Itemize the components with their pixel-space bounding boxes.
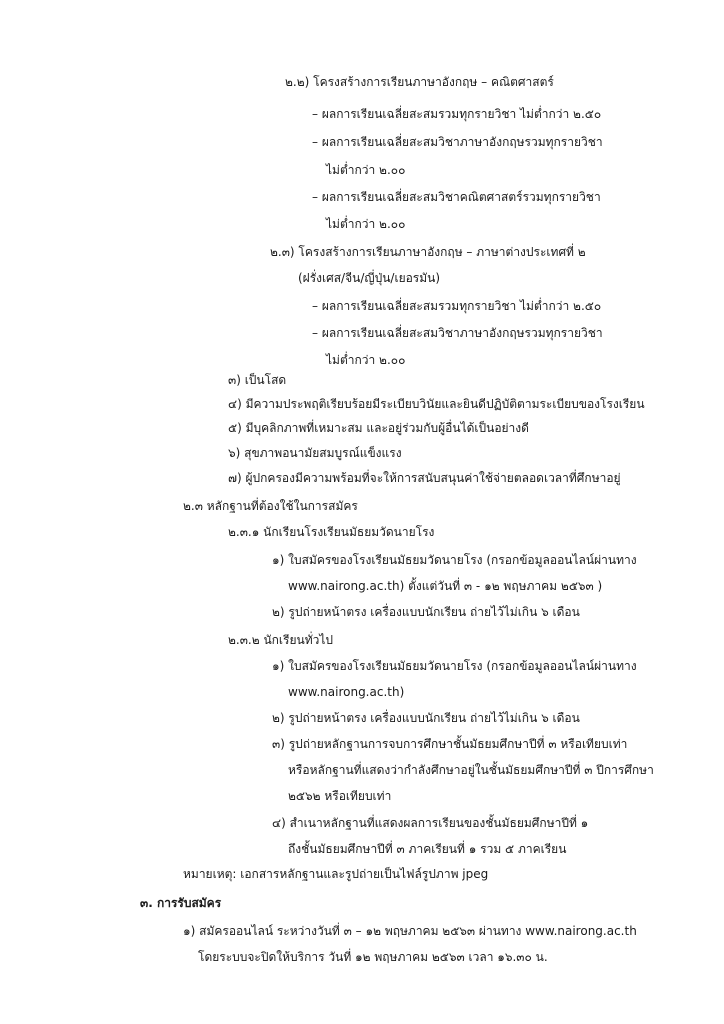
text-line-b1a: ๑) ใบสมัครของโรงเรียนมัธยมวัดนายโรง (กรอกข้อมูลออนไลน์ผ่านทาง bbox=[272, 659, 637, 673]
text-line-a1a: ๑) ใบสมัครของโรงเรียนมัธยมวัดนายโรง (กรอกข้อมูลออนไลน์ผ่านทาง bbox=[272, 553, 637, 567]
text-line-s22-c3b: ไม่ต่ำกว่า ๒.๐๐ bbox=[326, 217, 406, 231]
text-line-a2: ๒) รูปถ่ายหน้าตรง เครื่องแบบนักเรียน ถ่ายไว้ไม่เกิน ๖ เดือน bbox=[272, 605, 580, 619]
text-line-a1b: www.nairong.ac.th) ตั้งแต่วันที่ ๓ - ๑๒ พฤษภาคม ๒๕๖๓ ) bbox=[288, 579, 603, 593]
text-line-r1b: โดยระบบจะปิดให้บริการ วันที่ ๑๒ พฤษภาคม ๒๕๖๓ เวลา ๑๖.๓๐ น. bbox=[198, 950, 548, 964]
text-line-q5: ๕) มีบุคลิกภาพที่เหมาะสม และอยู่ร่วมกับผู้อื่นได้เป็นอย่างดี bbox=[228, 421, 529, 435]
text-line-s23-title: ๒.๓) โครงสร้างการเรียนภาษาอังกฤษ – ภาษาต่างประเทศที่ ๒ bbox=[270, 245, 586, 259]
text-line-h232: ๒.๓.๒ นักเรียนทั่วไป bbox=[228, 633, 334, 647]
text-line-s23-c2b: ไม่ต่ำกว่า ๒.๐๐ bbox=[326, 353, 406, 367]
text-line-b4b: ถึงชั้นมัธยมศึกษาปีที่ ๓ ภาคเรียนที่ ๑ รวม ๕ ภาคเรียน bbox=[288, 842, 567, 856]
text-line-s22-c2a: – ผลการเรียนเฉลี่ยสะสมวิชาภาษาอังกฤษรวมทุกรายวิชา bbox=[312, 135, 603, 149]
text-line-h23: ๒.๓ หลักฐานที่ต้องใช้ในการสมัคร bbox=[183, 499, 358, 513]
text-line-b2: ๒) รูปถ่ายหน้าตรง เครื่องแบบนักเรียน ถ่ายไว้ไม่เกิน ๖ เดือน bbox=[272, 711, 580, 725]
text-line-b1b: www.nairong.ac.th) bbox=[288, 685, 405, 699]
text-line-r1a: ๑) สมัครออนไลน์ ระหว่างวันที่ ๓ – ๑๒ พฤษภาคม ๒๕๖๓ ผ่านทาง www.nairong.ac.th bbox=[183, 924, 637, 938]
text-line-s23-sub: (ฝรั่งเศส/จีน/ญี่ปุ่น/เยอรมัน) bbox=[298, 271, 441, 285]
text-line-q6: ๖) สุขภาพอนามัยสมบูรณ์แข็งแรง bbox=[228, 446, 402, 460]
text-line-h231: ๒.๓.๑ นักเรียนโรงเรียนมัธยมวัดนายโรง bbox=[228, 525, 435, 539]
text-line-s22-c3a: – ผลการเรียนเฉลี่ยสะสมวิชาคณิตศาสตร์รวมทุกรายวิชา bbox=[312, 190, 601, 204]
text-line-s22-c2b: ไม่ต่ำกว่า ๒.๐๐ bbox=[326, 163, 406, 177]
text-line-s22-c1: – ผลการเรียนเฉลี่ยสะสมรวมทุกรายวิชา ไม่ต่ำกว่า ๒.๕๐ bbox=[312, 107, 602, 121]
text-line-b3a: ๓) รูปถ่ายหลักฐานการจบการศึกษาชั้นมัธยมศึกษาปีที่ ๓ หรือเทียบเท่า bbox=[272, 737, 628, 751]
text-line-b3c: ๒๕๖๒ หรือเทียบเท่า bbox=[288, 789, 392, 803]
text-line-note: หมายเหตุ: เอกสารหลักฐานและรูปถ่ายเป็นไฟล์รูปภาพ jpeg bbox=[183, 867, 489, 881]
text-line-b4a: ๔) สำเนาหลักฐานที่แสดงผลการเรียนของชั้นมัธยมศึกษาปีที่ ๑ bbox=[272, 816, 589, 830]
text-line-q3: ๓) เป็นโสด bbox=[228, 373, 287, 387]
text-line-q4: ๔) มีความประพฤติเรียบร้อยมีระเบียบวินัยและยินดีปฏิบัติตามระเบียบของโรงเรียน bbox=[228, 397, 645, 411]
text-line-b3b: หรือหลักฐานที่แสดงว่ากำลังศึกษาอยู่ในชั้นมัธยมศึกษาปีที่ ๓ ปีการศึกษา bbox=[288, 763, 654, 777]
text-line-s23-c1: – ผลการเรียนเฉลี่ยสะสมรวมทุกรายวิชา ไม่ต่ำกว่า ๒.๕๐ bbox=[312, 299, 602, 313]
text-line-s23-c2a: – ผลการเรียนเฉลี่ยสะสมวิชาภาษาอังกฤษรวมทุกรายวิชา bbox=[312, 326, 603, 340]
text-line-h3: ๓. การรับสมัคร bbox=[140, 896, 222, 910]
text-line-q7: ๗) ผู้ปกครองมีความพร้อมที่จะให้การสนับสนุนค่าใช้จ่ายตลอดเวลาที่ศึกษาอยู่ bbox=[228, 471, 621, 485]
text-line-s22-title: ๒.๒) โครงสร้างการเรียนภาษาอังกฤษ – คณิตศาสตร์ bbox=[285, 75, 554, 89]
